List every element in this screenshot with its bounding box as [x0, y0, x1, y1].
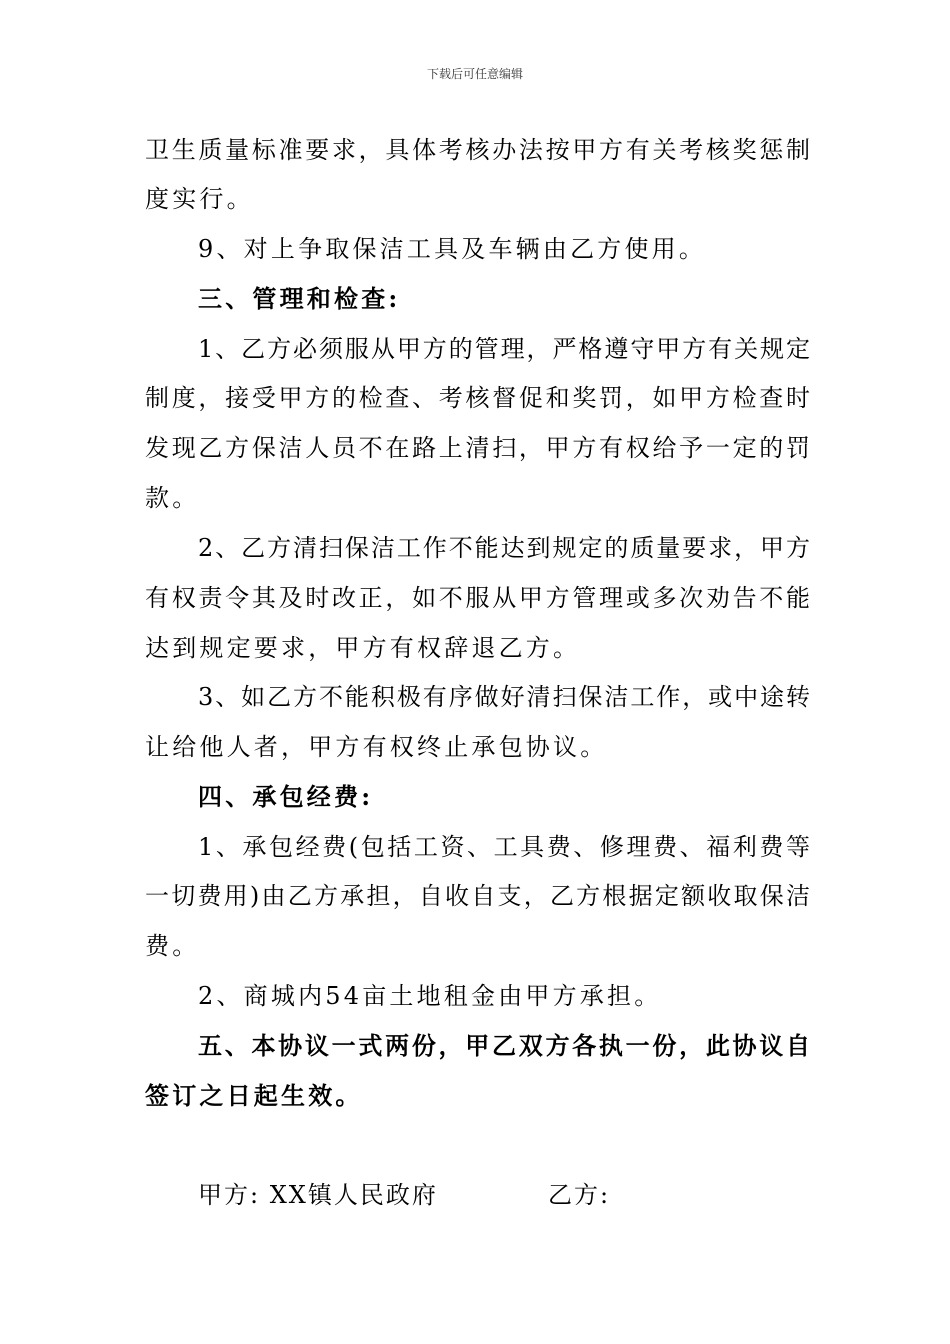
body-line-10: 有权责令其及时改正，如不服从甲方管理或多次劝告不能 — [145, 584, 810, 612]
body-line-18: 2、商城内54亩土地租金由甲方承担。 — [198, 982, 662, 1010]
section-5-continuation: 签订之日起生效。 — [145, 1081, 363, 1110]
body-line-1: 卫生质量标准要求，具体考核办法按甲方有关考核奖惩制 — [145, 136, 810, 164]
body-line-6: 制度，接受甲方的检查、考核督促和奖罚，如甲方检查时 — [145, 384, 810, 412]
body-line-3: 9、对上争取保洁工具及车辆由乙方使用。 — [198, 235, 707, 263]
section-heading-4: 四、承包经费: — [198, 782, 374, 811]
body-line-11: 达到规定要求，甲方有权辞退乙方。 — [145, 634, 581, 662]
header-note: 下载后可任意编辑 — [426, 67, 523, 81]
body-line-12: 3、如乙方不能积极有序做好清扫保洁工作，或中途转 — [198, 683, 810, 711]
body-line-2: 度实行。 — [145, 185, 254, 213]
party-a-signature: 甲方: XX镇人民政府 — [198, 1181, 438, 1209]
party-b-signature: 乙方: — [548, 1181, 611, 1209]
body-line-8: 款。 — [145, 484, 200, 512]
body-line-16: 一切费用)由乙方承担，自收自支，乙方根据定额收取保洁 — [145, 882, 810, 910]
body-line-17: 费。 — [145, 932, 200, 960]
body-line-15: 1、承包经费(包括工资、工具费、修理费、福利费等 — [198, 833, 810, 861]
body-line-7: 发现乙方保洁人员不在路上清扫，甲方有权给予一定的罚 — [145, 434, 810, 462]
body-line-5: 1、乙方必须服从甲方的管理，严格遵守甲方有关规定 — [198, 335, 810, 363]
section-heading-5: 五、本协议一式两份，甲乙双方各执一份，此协议自 — [198, 1031, 810, 1060]
section-heading-3: 三、管理和检查: — [198, 284, 401, 313]
body-line-13: 让给他人者，甲方有权终止承包协议。 — [145, 733, 608, 761]
body-line-9: 2、乙方清扫保洁工作不能达到规定的质量要求，甲方 — [198, 534, 810, 562]
